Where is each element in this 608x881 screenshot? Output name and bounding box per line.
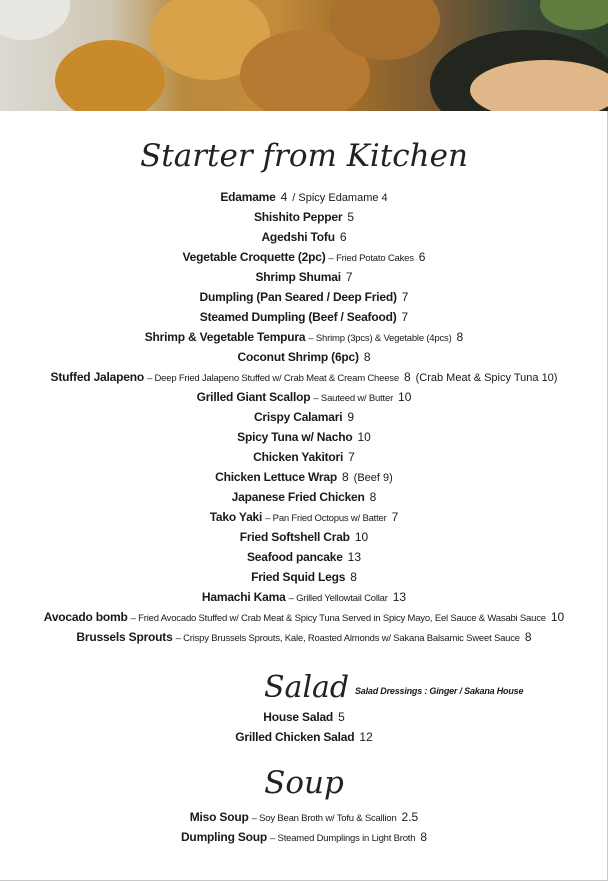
menu-item [0, 827, 608, 847]
menu-item-name: Seafood pancake [246, 550, 343, 564]
menu-item-price: 7 [348, 450, 355, 464]
menu-item-description: – Shrimp (3pcs) & Vegetable (4pcs) [308, 333, 452, 344]
menu-item-description: – Deep Fried Jalapeno Stuffed w/ Crab Meat & Cream Cheese [147, 373, 399, 384]
menu-item [0, 707, 608, 727]
menu-item [0, 567, 608, 587]
menu-item [0, 527, 608, 547]
menu-item-price: 13 [392, 590, 407, 604]
menu-item-price: 8 [420, 830, 428, 844]
menu-item-description: – Grilled Yellowtail Collar [288, 593, 388, 604]
menu-item-name: Dumpling Soup [180, 830, 268, 844]
menu-item [0, 607, 608, 627]
menu-item-name: Edamame [220, 190, 276, 204]
menu-item [0, 367, 608, 387]
salad-list [0, 707, 608, 747]
menu-item-name: Chicken Yakitori [253, 450, 344, 464]
menu-item-extra: (Beef 9) [353, 472, 393, 484]
menu-item-price: 6 [418, 250, 426, 264]
menu-item-name: Agedshi Tofu [261, 230, 335, 244]
menu-item [0, 187, 608, 207]
section-title-soup: Soup [264, 765, 344, 801]
menu-item [0, 287, 608, 307]
menu-item-name: Grilled Chicken Salad [235, 730, 355, 744]
soup-list [0, 807, 608, 847]
section-title-salad: Salad [264, 670, 350, 705]
menu-item-name: Fried Softshell Crab [239, 530, 350, 544]
menu-item-price: 7 [391, 510, 399, 524]
menu-item-price: 13 [347, 550, 362, 564]
menu-item-price: 10 [398, 390, 412, 404]
menu-item-description: – Crispy Brussels Sprouts, Kale, Roasted Almonds w/ Sakana Balsamic Sweet Sauce [175, 633, 520, 644]
menu-item-price: 7 [401, 310, 409, 324]
menu-item-name: Grilled Giant Scallop [196, 390, 311, 404]
menu-item [0, 267, 608, 287]
menu-item-price: 8 [350, 570, 357, 584]
menu-item-name: Crispy Calamari [253, 410, 343, 424]
menu-item-description: – Steamed Dumplings in Light Broth [270, 833, 416, 844]
menu-item-name: Coconut Shrimp (6pc) [237, 350, 359, 364]
menu-item-description: – Sauteed w/ Butter [313, 393, 394, 404]
menu-item-price: 5 [347, 210, 355, 224]
menu-item-name: Stuffed Jalapeno [50, 370, 144, 384]
menu-item-name: Hamachi Kama [201, 590, 286, 604]
menu-item-price: 8 [403, 370, 411, 384]
menu-item-price: 9 [347, 410, 355, 424]
menu-item-price: 12 [359, 730, 373, 744]
menu-item-price: 8 [341, 470, 349, 484]
menu-item-name: Steamed Dumpling (Beef / Seafood) [199, 310, 397, 324]
menu-item [0, 627, 608, 647]
menu-item-price: 7 [401, 290, 409, 304]
menu-item [0, 807, 608, 827]
menu-item-extra: / Spicy Edamame 4 [292, 192, 388, 204]
menu-item-price: 5 [338, 710, 345, 724]
menu-item [0, 487, 608, 507]
menu-item-name: Shrimp Shumai [255, 270, 341, 284]
menu-item-name: House Salad [263, 710, 334, 724]
section-title-starters: Starter from Kitchen [140, 138, 468, 174]
menu-item [0, 727, 608, 747]
menu-item-description: – Fried Potato Cakes [328, 253, 414, 264]
menu-item-price: 8 [524, 630, 532, 644]
menu-item-price: 10 [550, 610, 565, 624]
menu-item-price: 10 [354, 530, 369, 544]
menu-item-price: 10 [357, 430, 371, 444]
menu-item [0, 507, 608, 527]
menu-item [0, 387, 608, 407]
menu-item-price: 7 [345, 270, 353, 284]
menu-item-name: Tako Yaki [209, 510, 263, 524]
menu-item-price: 4 [280, 190, 288, 204]
menu-item-description: – Pan Fried Octopus w/ Batter [265, 513, 387, 524]
menu-item [0, 427, 608, 447]
menu-item-name: Vegetable Croquette (2pc) [182, 250, 326, 264]
menu-item-extra: (Crab Meat & Spicy Tuna 10) [415, 372, 558, 384]
starter-list [0, 187, 608, 647]
menu-item-price: 8 [369, 490, 377, 504]
menu-item [0, 547, 608, 567]
menu-item-name: Avocado bomb [43, 610, 128, 624]
menu-item [0, 467, 608, 487]
menu-item [0, 347, 608, 367]
header-food-photo [0, 0, 608, 111]
menu-item-price: 6 [339, 230, 347, 244]
menu-item [0, 327, 608, 347]
menu-item-name: Japanese Fried Chicken [231, 490, 365, 504]
menu-item-name: Chicken Lettuce Wrap [215, 470, 337, 484]
menu-item-price: 2.5 [401, 810, 419, 824]
menu-item-name: Fried Squid Legs [251, 570, 346, 584]
menu-item-name: Shishito Pepper [253, 210, 343, 224]
menu-item [0, 247, 608, 267]
menu-item-name: Dumpling (Pan Seared / Deep Fried) [199, 290, 397, 304]
menu-item [0, 207, 608, 227]
menu-item [0, 587, 608, 607]
menu-item-price: 8 [363, 350, 371, 364]
menu-item-description: – Fried Avocado Stuffed w/ Crab Meat & Spicy Tuna Served in Spicy Mayo, Eel Sauce & Wasabi Sauce [130, 613, 546, 624]
menu-item [0, 307, 608, 327]
menu-item-description: – Soy Bean Broth w/ Tofu & Scallion [251, 813, 397, 824]
menu-item-name: Brussels Sprouts [76, 630, 173, 644]
menu-item [0, 447, 608, 467]
menu-item-name: Spicy Tuna w/ Nacho [237, 430, 353, 444]
menu-item [0, 407, 608, 427]
menu-item-price: 8 [456, 330, 464, 344]
salad-dressings-note: Salad Dressings : Ginger / Sakana House [355, 686, 524, 696]
menu-item-name: Shrimp & Vegetable Tempura [144, 330, 306, 344]
menu-item-name: Miso Soup [189, 810, 249, 824]
menu-item [0, 227, 608, 247]
